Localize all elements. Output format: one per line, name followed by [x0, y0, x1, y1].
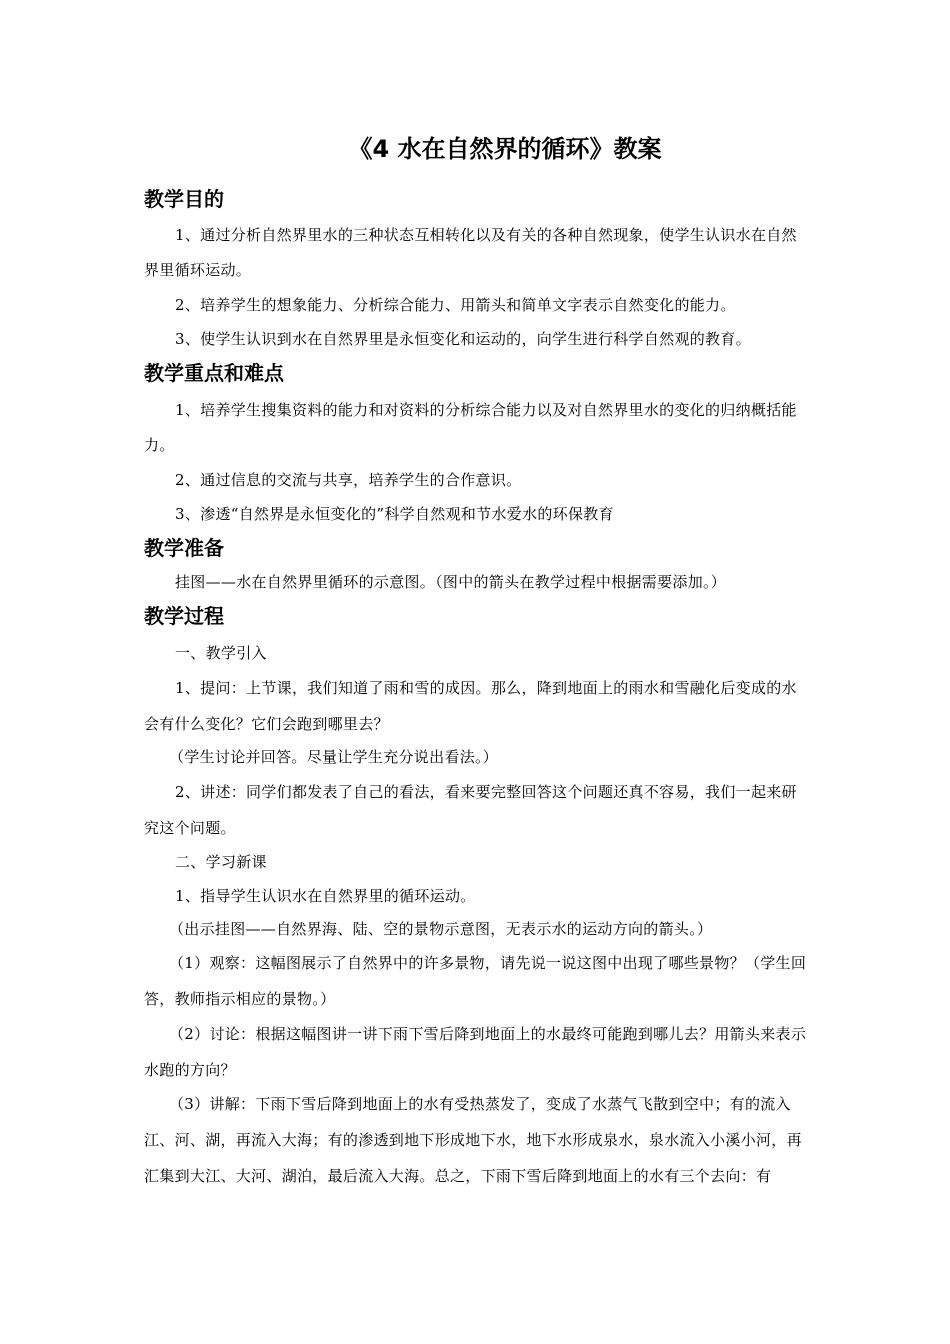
document-title: 《4 水在自然界的循环》教案 [348, 135, 662, 163]
process-new-lesson-heading: 二、学习新课 [175, 853, 267, 871]
heading-preparation: 教学准备 [144, 536, 224, 560]
keypoint-1: 1、培养学生搜集资料的能力和对资料的分析综合能力以及对自然界里水的变化的归纳概括能力。 [144, 401, 797, 454]
process-show-chart: （出示挂图——自然界海、陆、空的景物示意图，无表示水的运动方向的箭头。） [169, 920, 713, 938]
process-narration: 2、讲述：同学们都发表了自己的看法，看来要完整回答这个问题还真不容易，我们一起来研究这个问题。 [144, 783, 797, 837]
objective-3: 3、使学生认识到水在自然界里是永恒变化和运动的，向学生进行科学自然观的教育。 [175, 330, 751, 348]
preparation-text: 挂图——水在自然界里循环的示意图。（图中的箭头在教学过程中根据需要添加。） [175, 573, 727, 591]
heading-process: 教学过程 [144, 604, 224, 628]
process-observe: （1）观察：这幅图展示了自然界中的许多景物，请先说一说这图中出现了哪些景物？（学生回答，教师指示相应的景物。） [144, 954, 807, 1008]
keypoint-2: 2、通过信息的交流与共享，培养学生的合作意识。 [175, 471, 522, 489]
process-explain: （3）讲解：下雨下雪后降到地面上的水有受热蒸发了，变成了水蒸气飞散到空中；有的流入江、河、湖，再流入大海；有的渗透到地下形成地下水，地下水形成泉水，泉水流入小溪小河，再汇集到大江、大河、湖泊，最后流入大海。总之，下雨下雪后降到地面上的水有三个去向：有 [144, 1095, 802, 1185]
objective-1: 1、通过分析自然界里水的三种状态互相转化以及有关的各种自然现象，使学生认识水在自然界里循环运动。 [144, 226, 797, 279]
process-discuss: （2）讨论：根据这幅图讲一讲下雨下雪后降到地面上的水最终可能跑到哪儿去？用箭头来表示水跑的方向？ [144, 1025, 807, 1079]
keypoint-3: 3、渗透“自然界是永恒变化的”科学自然观和节水爱水的环保教育 [175, 505, 614, 523]
heading-objectives: 教学目的 [144, 187, 224, 211]
objective-2: 2、培养学生的想象能力、分析综合能力、用箭头和简单文字表示自然变化的能力。 [175, 296, 736, 314]
heading-keypoints: 教学重点和难点 [144, 361, 284, 385]
process-intro-heading: 一、教学引入 [175, 644, 267, 662]
process-question: 1、提问：上节课，我们知道了雨和雪的成因。那么，降到地面上的雨水和雪融化后变成的水会有什么变化？它们会跑到哪里去？ [144, 679, 797, 733]
process-guide: 1、指导学生认识水在自然界里的循环运动。 [175, 887, 476, 905]
process-discussion-note: （学生讨论并回答。尽量让学生充分说出看法。） [169, 748, 499, 766]
